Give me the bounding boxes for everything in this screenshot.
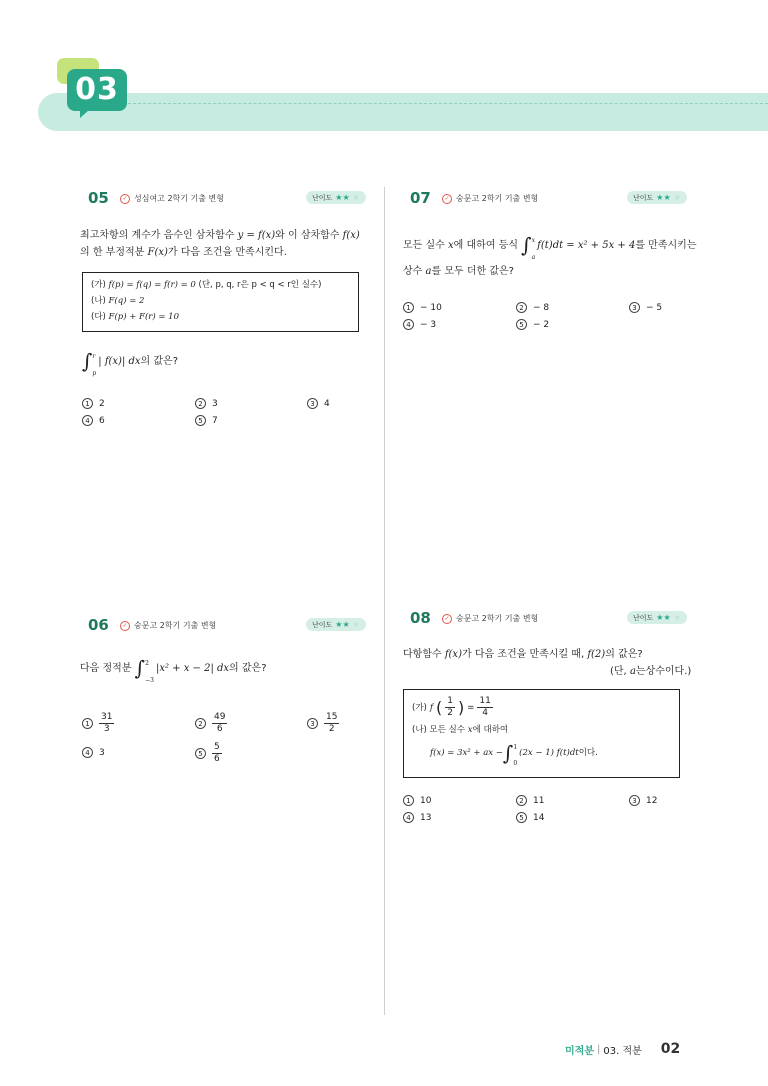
problem-06 <box>88 615 109 634</box>
integral-sign: ∫ <box>134 656 146 680</box>
choice-mark: 2 <box>195 398 206 409</box>
choice-4[interactable] <box>403 812 431 823</box>
note-text: (단, <box>610 666 627 677</box>
problem-number: 06 <box>88 616 109 634</box>
chapter-number: 03 <box>67 69 127 111</box>
question-text-part: 의 한 부정적분 <box>80 247 145 258</box>
denominator: 3 <box>103 724 110 734</box>
check-icon: ✓ <box>120 621 130 631</box>
choice-1[interactable] <box>82 712 114 735</box>
choice-mark: 3 <box>629 302 640 313</box>
choice-value: − 10 <box>420 302 442 313</box>
choice-5[interactable] <box>516 319 549 330</box>
choice-mark: 2 <box>516 302 527 313</box>
numerator: 31 <box>101 712 113 722</box>
integrand: f(t)dt = x² + 5x + 4 <box>537 239 636 251</box>
problem-number: 07 <box>410 189 431 207</box>
paren-open: ( <box>436 697 443 717</box>
choice-5[interactable] <box>516 812 544 823</box>
question-text-line2 <box>403 263 514 280</box>
numerator: 5 <box>214 742 220 752</box>
problem-05 <box>88 188 109 207</box>
problem-source <box>442 193 538 204</box>
equals-sign: = <box>467 702 475 713</box>
choice-mark: 5 <box>195 415 206 426</box>
condition-label: (가) <box>91 280 106 290</box>
source-label: 숭문고 2학기 기출 변형 <box>134 621 217 630</box>
question-text-part: 가 다음 조건을 만족시킨다. <box>167 247 287 258</box>
question-text-part: 다항함수 <box>403 649 442 660</box>
choice-3[interactable] <box>307 398 330 409</box>
choice-1[interactable] <box>403 302 442 313</box>
check-icon: ✓ <box>120 194 130 204</box>
denominator: 6 <box>214 754 220 764</box>
question-text <box>403 646 643 663</box>
choice-3[interactable] <box>629 302 662 313</box>
integral-lower-limit: p <box>92 370 97 377</box>
choice-value: − 2 <box>533 319 550 330</box>
problem-source <box>442 613 538 624</box>
choice-mark: 2 <box>516 795 527 806</box>
question-text <box>80 655 267 684</box>
fraction <box>99 712 114 735</box>
math-expression: F(p) + F(r) = 10 <box>108 312 179 322</box>
fraction <box>324 712 339 735</box>
star-icon: ★★ <box>656 613 671 622</box>
difficulty-badge <box>627 191 687 204</box>
choice-mark: 3 <box>629 795 640 806</box>
header-dashed-line <box>128 103 768 104</box>
fraction <box>212 742 222 765</box>
choice-mark: 3 <box>307 718 318 729</box>
condition-label: (가) <box>412 702 427 713</box>
question-text-part: 의 값은? <box>605 649 643 660</box>
choice-value: 7 <box>212 415 218 426</box>
integral-sign: ∫ <box>521 233 532 257</box>
question-text-part: 와 이 삼차함수 <box>275 230 340 241</box>
choice-2[interactable] <box>195 712 227 735</box>
math-expression: F(x) <box>147 247 168 258</box>
condition-label: (나) <box>412 725 427 735</box>
problem-07 <box>410 188 431 207</box>
choice-4[interactable] <box>82 747 105 758</box>
denominator: 4 <box>482 708 488 718</box>
choice-mark: 5 <box>195 748 206 759</box>
math-expression: y = f(x) <box>237 230 276 241</box>
fraction <box>445 696 455 719</box>
choice-3[interactable] <box>629 795 657 806</box>
difficulty-badge <box>627 611 687 624</box>
choice-value: 14 <box>533 812 545 823</box>
choice-value: − 8 <box>533 302 550 313</box>
condition-box <box>403 689 680 778</box>
math-expression: a <box>629 666 636 677</box>
question-text-part: 최고차항의 계수가 음수인 삼차함수 <box>80 230 235 241</box>
math-expression: f(x) <box>342 230 360 241</box>
question-text <box>80 227 370 261</box>
question-note <box>610 663 691 680</box>
footer-separator: | <box>596 1043 601 1055</box>
difficulty-badge <box>306 618 366 631</box>
integrand: (2x − 1) f(t)dt <box>519 748 579 758</box>
choice-4[interactable] <box>82 415 105 426</box>
integrand: | f(x)| dx <box>98 355 141 367</box>
integral-upper-limit: r <box>92 353 96 360</box>
choice-5[interactable] <box>195 415 218 426</box>
choice-value: 13 <box>420 812 432 823</box>
numerator: 15 <box>326 712 338 722</box>
choice-5[interactable] <box>195 742 222 765</box>
ask-expression <box>82 348 179 377</box>
math-expression: f(p) = f(q) = f(r) = 0 <box>108 280 196 290</box>
source-label: 숭문고 2학기 기출 변형 <box>456 194 539 203</box>
source-label: 성심여고 2학기 기출 변형 <box>134 194 224 203</box>
question-text-part: 의 값은? <box>140 355 179 367</box>
fraction <box>477 696 492 719</box>
problem-source <box>120 620 216 631</box>
check-icon: ✓ <box>442 194 452 204</box>
star-icon: ★★ <box>656 193 671 202</box>
condition-box <box>82 272 359 332</box>
integrand: |x² + x − 2| dx <box>155 662 230 674</box>
integral-lower-limit: 0 <box>513 760 518 767</box>
star-empty-icon: ★ <box>673 193 681 202</box>
choice-mark: 4 <box>82 747 93 758</box>
problem-number: 05 <box>88 189 109 207</box>
difficulty-label: 난이도 <box>633 613 654 622</box>
choice-2[interactable] <box>195 398 218 409</box>
math-expression: a <box>425 266 432 277</box>
denominator: 2 <box>447 708 453 718</box>
integral-upper-limit: 1 <box>513 744 518 751</box>
choice-mark: 1 <box>403 795 414 806</box>
integral-sign: ∫ <box>82 349 93 373</box>
difficulty-label: 난이도 <box>312 620 333 629</box>
check-icon: ✓ <box>442 614 452 624</box>
condition-label: (다) <box>91 312 106 322</box>
choice-value: 3 <box>99 747 105 758</box>
choice-mark: 1 <box>403 302 414 313</box>
choice-3[interactable] <box>307 712 339 735</box>
integral-lower-limit: a <box>531 254 536 261</box>
math-expression: F(q) = 2 <box>108 296 145 306</box>
star-empty-icon: ★ <box>352 620 360 629</box>
choice-value: − 3 <box>420 319 437 330</box>
choice-4[interactable] <box>403 319 436 330</box>
question-text-part: 모든 실수 <box>403 239 445 251</box>
question-text-part: 를 만족시키는 <box>635 239 697 251</box>
choice-mark: 1 <box>82 398 93 409</box>
star-icon: ★★ <box>335 193 350 202</box>
choice-value: 2 <box>99 398 105 409</box>
math-expression: x <box>467 725 473 735</box>
footer-section: 03. 적분 <box>603 1045 642 1057</box>
choice-value: − 5 <box>646 302 663 313</box>
note-text: 는상수이다.) <box>635 666 692 677</box>
choice-1[interactable] <box>82 398 105 409</box>
question-text-part: 가 다음 조건을 만족시킬 때, <box>461 649 585 660</box>
question-text-part: 의 값은? <box>229 662 267 674</box>
condition-text: 이다. <box>578 748 598 758</box>
problem-number: 08 <box>410 609 431 627</box>
integral-upper-limit: 2 <box>145 660 149 667</box>
page-number: 02 <box>660 1041 681 1057</box>
choice-2[interactable] <box>516 795 544 806</box>
chapter-header-band <box>38 93 768 131</box>
question-text-part: 다음 정적분 <box>80 662 132 674</box>
problem-source <box>120 193 224 204</box>
star-icon: ★★ <box>335 620 350 629</box>
math-expression: f(x) <box>444 649 462 660</box>
condition-text: 모든 실수 <box>429 725 466 735</box>
condition-label: (나) <box>91 296 106 306</box>
choice-value: 6 <box>99 415 105 426</box>
difficulty-badge <box>306 191 366 204</box>
question-text-part: 상수 <box>403 266 423 277</box>
choice-1[interactable] <box>403 795 431 806</box>
question-text-part: 를 모두 더한 값은? <box>431 266 514 277</box>
star-empty-icon: ★ <box>673 613 681 622</box>
chapter-badge-tail <box>80 110 89 118</box>
paren-close: ) <box>457 697 465 717</box>
numerator: 1 <box>447 696 453 706</box>
denominator: 2 <box>328 724 335 734</box>
math-expression: f(x) = 3x² + ax − <box>430 748 503 758</box>
choice-value: 12 <box>646 795 658 806</box>
choice-mark: 3 <box>307 398 318 409</box>
denominator: 6 <box>216 724 223 734</box>
choice-mark: 4 <box>403 812 414 823</box>
choice-value: 3 <box>212 398 218 409</box>
question-text-part: 에 대하여 등식 <box>453 239 518 251</box>
star-empty-icon: ★ <box>352 193 360 202</box>
choice-2[interactable] <box>516 302 549 313</box>
source-label: 숭문고 2학기 기출 변형 <box>456 614 539 623</box>
math-expression: f(2) <box>587 649 606 660</box>
choice-value: 4 <box>324 398 330 409</box>
condition-text: 에 대하여 <box>472 725 509 735</box>
integral-upper-limit: x <box>531 237 535 244</box>
math-expression: f <box>429 702 433 713</box>
math-expression: x <box>448 239 454 251</box>
footer-subject: 미적분 <box>565 1045 594 1057</box>
choice-mark: 4 <box>403 319 414 330</box>
column-divider <box>384 187 385 1015</box>
condition-text: (단, p, q, r은 p < q < r인 실수) <box>198 280 322 290</box>
choice-value: 11 <box>533 795 545 806</box>
numerator: 11 <box>479 696 491 706</box>
choice-mark: 4 <box>82 415 93 426</box>
choice-mark: 2 <box>195 718 206 729</box>
integral-lower-limit: −3 <box>145 677 154 684</box>
difficulty-label: 난이도 <box>312 193 333 202</box>
choice-value: 10 <box>420 795 432 806</box>
fraction <box>212 712 227 735</box>
question-text <box>403 232 697 261</box>
choice-mark: 5 <box>516 319 527 330</box>
choice-mark: 1 <box>82 718 93 729</box>
problem-08 <box>410 608 431 627</box>
choice-mark: 5 <box>516 812 527 823</box>
integral-sign: ∫ <box>502 741 514 765</box>
page-footer <box>565 1041 680 1057</box>
numerator: 49 <box>214 712 226 722</box>
difficulty-label: 난이도 <box>633 193 654 202</box>
